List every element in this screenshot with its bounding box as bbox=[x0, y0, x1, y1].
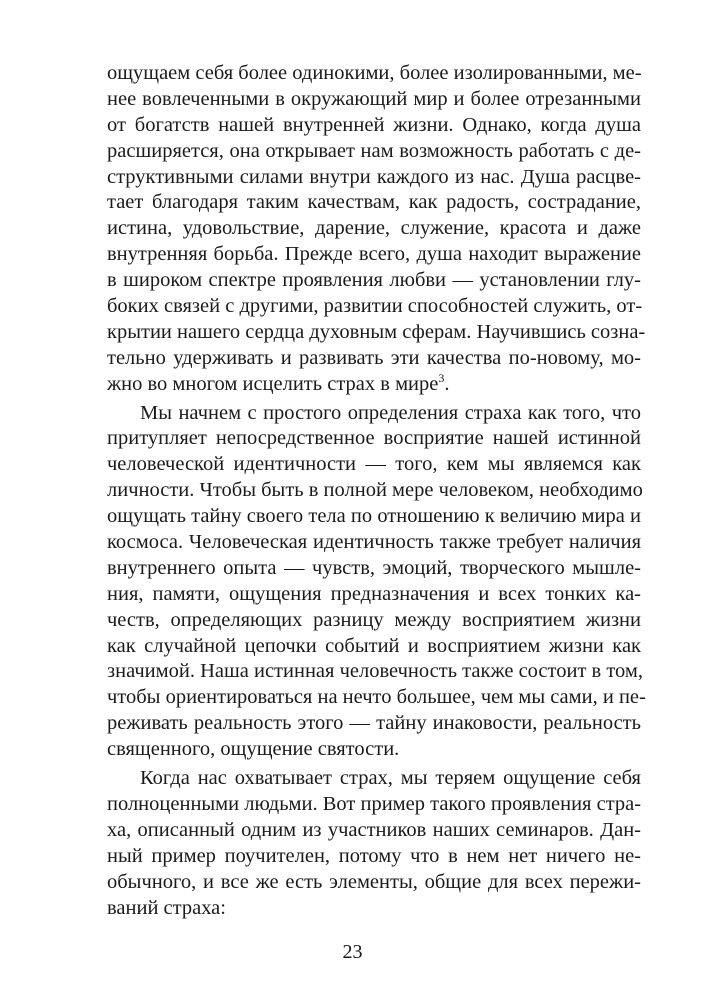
text-line: чтобы ориентироваться на нечто большее, чем мы сами, и пе- bbox=[107, 686, 646, 709]
text-line: крытии нашего сердца духовным сферам. Научившись созна- bbox=[107, 320, 646, 343]
text-line: истина, удовольствие, дарение, служение, красота и даже bbox=[107, 217, 641, 240]
text-line: тает благодаря таким качествам, как радость, сострадание, bbox=[107, 191, 641, 214]
text-line: тельно удерживать и развивать эти качества по-новому, мо- bbox=[107, 346, 641, 369]
text-line: боких связей с другими, развитии способностей служить, от- bbox=[107, 295, 643, 318]
paragraph-1 bbox=[107, 61, 646, 398]
text-line: ния, памяти, ощущения предназначения и всех тонких ка- bbox=[107, 582, 641, 605]
text-line: структивными силами внутри каждого из нас. Душа расцве- bbox=[107, 165, 641, 188]
text-line: ощущаем себя более одинокими, более изолированными, ме- bbox=[107, 62, 642, 84]
text-line: нее вовлеченными в окружающий мир и более отрезанными bbox=[107, 87, 641, 110]
text-line: Когда нас охватывает страх, мы теряем ощущение себя bbox=[140, 767, 641, 790]
text-line: ощущать тайну своего тела по отношению к величию мира и bbox=[107, 505, 641, 528]
text-line: от богатств нашей внутренней жизни. Однако, когда душа bbox=[107, 113, 641, 136]
text-line: ный пример поучителен, потому что в нем нет ничего не- bbox=[107, 844, 641, 867]
text-line: личности. Чтобы быть в полной мере человеком, необходимо bbox=[107, 479, 643, 502]
text-line: притупляет непосредственное восприятие нашей истинной bbox=[107, 427, 641, 450]
text-line: в широком спектре проявления любви — установлении глу- bbox=[107, 269, 641, 292]
text-line: реживать реальность этого — тайну инаковости, реальность bbox=[107, 712, 641, 735]
text-line: как случайной цепочки событий и восприятием жизни как bbox=[107, 634, 641, 657]
text-line: Мы начнем с простого определения страха как того, что bbox=[140, 401, 641, 424]
text-line-last: ваний страха: bbox=[107, 896, 226, 919]
body-text bbox=[107, 61, 646, 921]
paragraph-3 bbox=[107, 766, 641, 921]
sentence-end: . bbox=[444, 372, 450, 395]
text-line-content: жно во многом исцелить страх в мире bbox=[107, 372, 439, 395]
text-line: космоса. Человеческая идентичность также требует наличия bbox=[107, 531, 641, 554]
page-number: 23 bbox=[342, 941, 363, 963]
text-line: внутренняя борьба. Прежде всего, душа находит выражение bbox=[107, 243, 641, 266]
text-line: ха, описанный одним из участников наших семинаров. Дан- bbox=[107, 818, 641, 841]
text-line-last: священного, ощущение святости. bbox=[107, 738, 400, 761]
footnote-marker: 3 bbox=[438, 370, 445, 385]
text-line-last bbox=[107, 372, 641, 398]
text-line: значимой. Наша истинная человечность также состоит в том, bbox=[107, 660, 643, 683]
text-line: расширяется, она открывает нам возможность работать с де- bbox=[107, 139, 641, 162]
text-line: обычного, и все же есть элементы, общие для всех пережи- bbox=[107, 870, 641, 893]
text-line: внутреннего опыта — чувств, эмоций, творческого мышле- bbox=[107, 556, 641, 579]
text-line: честв, определяющих разницу между восприятием жизни bbox=[107, 608, 641, 631]
text-line: человеческой идентичности — того, кем мы являемся как bbox=[107, 453, 641, 476]
paragraph-2 bbox=[107, 401, 646, 763]
text-line: полноценными людьми. Вот пример такого проявления стра- bbox=[107, 792, 642, 815]
